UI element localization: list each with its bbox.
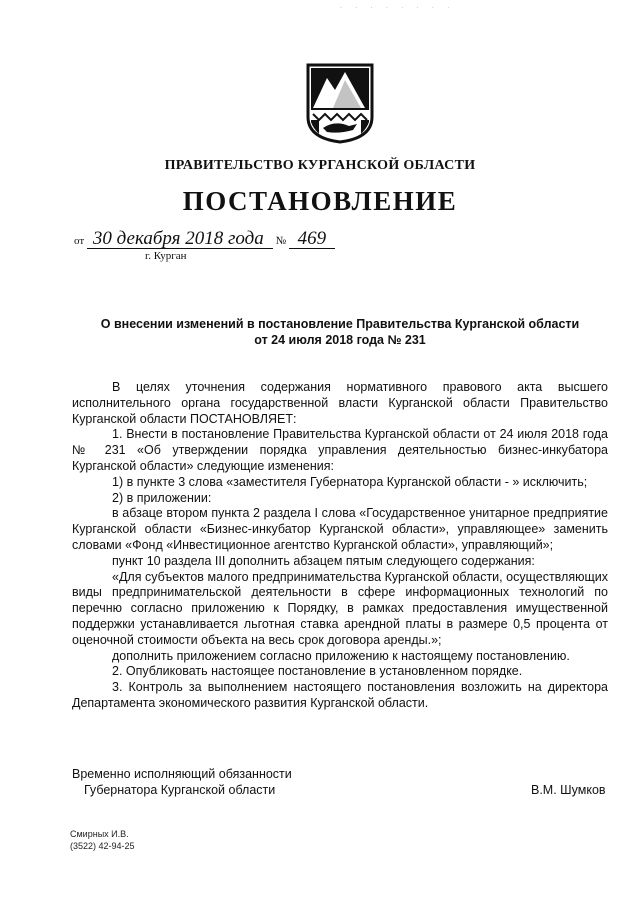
paragraph-replacement: в абзаце втором пункта 2 раздела I слова «Государственное унитарное предприятие Курганской области «Бизнес-инкубатор Курганской области», управляющее» заменить словами «Фонд «Инвестиционное агентство Курганской области», управляющий»;	[72, 506, 608, 552]
kurgan-region-coat-of-arms-icon	[305, 62, 375, 144]
executor-name: Смирных И.В.	[70, 829, 129, 839]
paragraph-appendix: дополнить приложением согласно приложению к настоящему постановлению.	[112, 648, 570, 663]
date-line	[74, 230, 335, 249]
signatory-position-line-2: Губернатора Курганской области	[84, 783, 276, 797]
from-label: от	[74, 235, 85, 247]
paragraph-subitem-2: 2) в приложении:	[112, 490, 212, 505]
scan-artifact: . . . . . . . .	[340, 4, 456, 10]
paragraph-quoted-text: «Для субъектов малого предпринимательства Курганской области, осуществляющих виды предпринимательской деятельности в сфере информационных технологий по перечню согласно приложению к Порядку, в рамках предоставления имущественной поддержки устанавливается льготная ставка арендной платы в размере 0,5 процента от оценочной стоимости объекта на весь срок договора аренды.»;	[72, 569, 608, 647]
paragraph-preamble: В целях уточнения содержания нормативного правового акта высшего исполнительного органа государственной власти Курганской области Правительство Курганской области ПОСТАНОВЛЯЕТ:	[72, 380, 608, 426]
signatory-name: В.М. Шумков	[531, 783, 606, 797]
paragraph-item-1: 1. Внести в постановление Правительства Курганской области от 24 июля 2018 года № 231 «Об утверждении порядка управления деятельностью бизнес-инкубатора Курганской области» следующие изменения:	[72, 427, 608, 473]
paragraph-subitem-1: 1) в пункте 3 слова «заместителя Губернатора Курганской области - » исключить;	[112, 474, 588, 489]
number-label: №	[275, 235, 287, 247]
signatory-position	[72, 766, 292, 798]
paragraph-item-2: 2. Опубликовать настоящее постановление в установленном порядке.	[112, 664, 523, 679]
document-type: ПОСТАНОВЛЕНИЕ	[182, 186, 458, 216]
subject-line-1: О внесении изменений в постановление Правительства Курганской области	[100, 317, 580, 331]
city: г. Курган	[145, 250, 187, 262]
subject-line-2: от 24 июля 2018 года № 231	[254, 333, 426, 347]
executor-info	[70, 828, 135, 852]
document-body	[72, 380, 608, 712]
paragraph-addition: пункт 10 раздела III дополнить абзацем пятым следующего содержания:	[112, 553, 535, 568]
government-title: ПРАВИТЕЛЬСТВО КУРГАНСКОЙ ОБЛАСТИ	[164, 158, 476, 173]
signatory-position-line-1: Временно исполняющий обязанности	[72, 767, 292, 781]
document-subject	[60, 316, 620, 348]
handwritten-date: 30 декабря 2018 года	[87, 230, 273, 249]
paragraph-item-3: 3. Контроль за выполнением настоящего постановления возложить на директора Департамента экономического развития Курганской области.	[72, 680, 608, 710]
handwritten-number: 469	[289, 230, 335, 249]
executor-phone: (3522) 42-94-25	[70, 841, 135, 851]
